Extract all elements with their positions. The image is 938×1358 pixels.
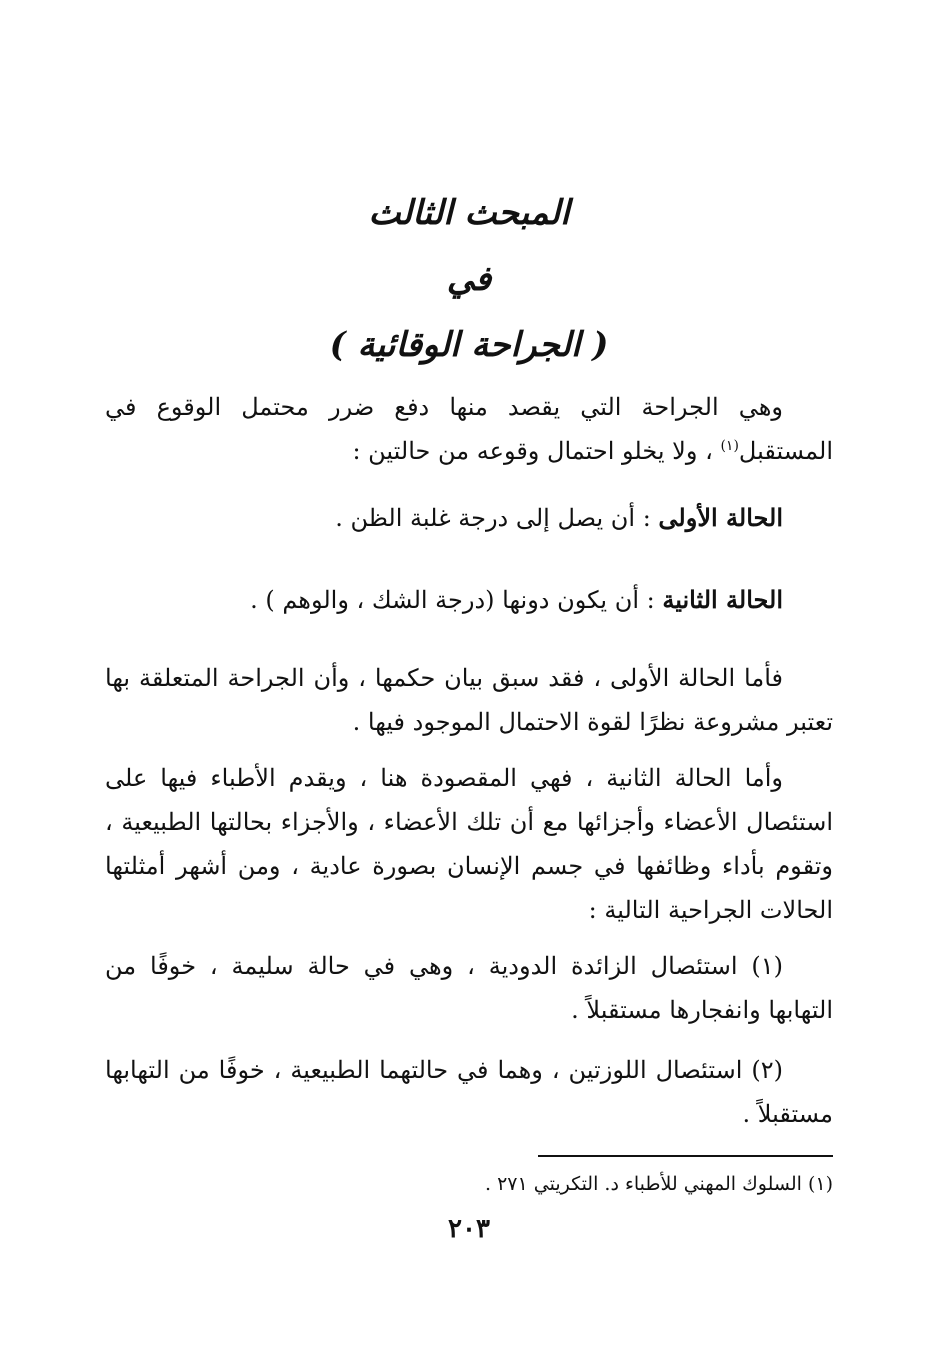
section-heading (0, 180, 938, 378)
second-case-text: وأما الحالة الثانية ، فهي المقصودة هنا ، ويقدم الأطباء فيها على استئصال الأعضاء وأجزائها مع أن تلك الأعضاء ، والأجزاء بحالتها الطبيعية ، وتقوم بأداء وظائفها في جسم الإنسان بصورة عادية ، ومن أشهر أمثلتها الحالات الجراحية التالية : (105, 764, 834, 924)
first-case-text: فأما الحالة الأولى ، فقد سبق بيان حكمها ، وأن الجراحة المتعلقة بها تعتبر مشروعة نظرًا لقوة الاحتمال الموجود فيها . (105, 664, 833, 736)
case-two-label: الحالة الثانية (662, 585, 783, 614)
footnote-reference: (١) (720, 438, 739, 454)
heading-line-2: في (446, 259, 492, 299)
page-number: ٢٠٣ (448, 1214, 490, 1244)
intro-text: وهي الجراحة التي يقصد منها دفع ضرر محتمل الوقوع في المستقبل (105, 393, 833, 465)
second-case-paragraph (105, 756, 833, 932)
first-case-paragraph (105, 656, 833, 744)
case-one-label: الحالة الأولى (658, 503, 783, 532)
case-two-text: : أن يكون دونها (درجة الشك ، والوهم ) . (250, 586, 663, 614)
heading-line-1: المبحث الثالث (368, 193, 570, 233)
example-item-1 (105, 944, 833, 1032)
case-one-text: : أن يصل إلى درجة غلبة الظن . (335, 504, 659, 532)
heading-line-3: ( الجراحة الوقائية ) (329, 325, 609, 365)
intro-paragraph (105, 385, 833, 473)
example-item-2 (105, 1048, 833, 1136)
example-text-2: (٢) استئصال اللوزتين ، وهما في حالتهما الطبيعية ، خوفًا من التهابها مستقبلاً . (105, 1056, 833, 1128)
case-one (105, 496, 833, 540)
footnote-divider (538, 1155, 833, 1157)
example-text-1: (١) استئصال الزائدة الدودية ، وهي في حالة سليمة ، خوفًا من التهابها وانفجارها مستقبلاً . (105, 952, 833, 1024)
case-two (105, 578, 833, 622)
footnote: (١) السلوك المهني للأطباء د. التكريتي ٢٧١ . (484, 1173, 833, 1195)
intro-text-end: ، ولا يخلو احتمال وقوعه من حالتين : (352, 437, 721, 465)
